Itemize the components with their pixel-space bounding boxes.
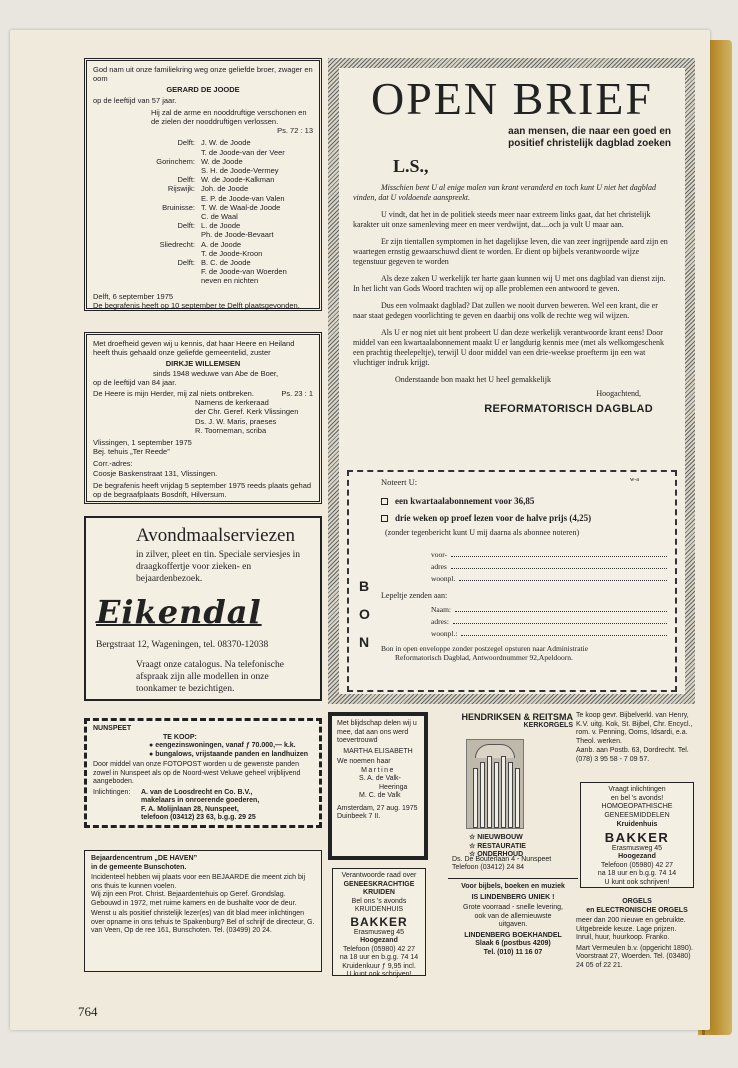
- field-woonpl-label: woonpl.: [431, 574, 456, 583]
- nunspeet-info: [93, 789, 313, 823]
- family-place: [93, 276, 201, 285]
- k1-a6: U kunt ook schrijven!: [346, 971, 412, 978]
- family-row: [93, 230, 313, 239]
- bon-lepel: Lepeltje zenden aan:: [381, 591, 448, 600]
- nunspeet-text: Door middel van onze FOTOPOST worden u de gewenste panden zowel in Nunspeet als op de Noord-west Veluwe geheel vrijblijvend aangeboden.: [93, 761, 301, 785]
- obit-date: Delft, 6 september 1975: [93, 291, 174, 301]
- nunspeet-heading: NUNSPEET: [93, 725, 132, 732]
- family-place: Sliedrecht:: [159, 239, 195, 249]
- family-place: Delft:: [177, 175, 195, 185]
- family-place: [93, 194, 201, 203]
- family-names: C. de Waal: [201, 212, 238, 222]
- bon-letter: N: [359, 634, 370, 650]
- family-names: T. de Joode-Kroon: [201, 248, 263, 258]
- family-row: [93, 157, 313, 166]
- org-text: meer dan 200 nieuwe en gebruikte. Uitgebreide keuze. Lage prijzen.: [576, 917, 686, 933]
- obit2-corr2: Coosje Baskenstraat 131, Vlissingen.: [93, 468, 218, 478]
- field-voor[interactable]: [431, 549, 667, 561]
- bon-opt2: drie weken op proef lezen voor de halve prijs (4,25): [395, 513, 592, 523]
- family-place: Delft:: [177, 258, 195, 268]
- org-text3: Mart Vermeulen b.v. (opgericht 1890). Voorstraat 27, Woerden. Tel. (03480) 24 05 of 22 21.: [576, 944, 693, 969]
- bon-note: Noteert U:: [381, 477, 418, 487]
- obit-ref: Ps. 72 : 13: [277, 126, 313, 136]
- family-names: L. de Joode: [201, 221, 241, 231]
- obit-family-list: [93, 138, 313, 285]
- k1-a2: Hoogezand: [360, 937, 398, 944]
- star-icon: ☆: [469, 834, 478, 841]
- family-row: [93, 184, 313, 193]
- lb-l6: LINDENBERG BOEKHANDEL: [464, 931, 562, 939]
- obit-name: GERARD DE JOODE: [166, 85, 240, 95]
- family-row: [93, 138, 313, 147]
- family-place: [93, 212, 201, 221]
- bon-note-row: [381, 477, 667, 487]
- brief-sign: REFORMATORISCH DAGBLAD: [484, 403, 653, 415]
- council-line: der Chr. Geref. Kerk Vlissingen: [195, 407, 299, 417]
- obit-burial: De begrafenis heeft op 10 september te Delft plaatsgevonden.: [93, 300, 300, 310]
- family-names: S. H. de Joode-Vermey: [201, 166, 279, 176]
- avond-title: Avondmaalserviezen: [136, 525, 295, 546]
- family-names: T. W. de Waal-de Joode: [201, 202, 281, 212]
- haven-sub: in de gemeente Bunschoten.: [91, 863, 187, 871]
- k2-name: BAKKER: [604, 829, 670, 845]
- org-text2: Inruil, huur, huurkoop. Franko.: [576, 934, 670, 941]
- family-names: A. de Joode: [201, 239, 242, 249]
- bon-letter: B: [359, 578, 370, 594]
- family-place: [93, 267, 201, 276]
- family-names: Ph. de Joode-Bevaart: [201, 230, 274, 240]
- obituary-dirkje: [84, 332, 322, 504]
- newspaper-page: [10, 30, 710, 1030]
- k1-a5: Kruidenkuur ƒ 9,95 incl.: [342, 962, 416, 970]
- council-line: R. Toorneman, scriba: [195, 425, 267, 435]
- avond-address: Bergstraat 12, Wageningen, tel. 08370-12038: [96, 640, 269, 650]
- k2-l4: GENEESMIDDELEN: [604, 811, 670, 819]
- family-row: [93, 240, 313, 249]
- lb-l8: Tel. (010) 11 16 07: [483, 948, 543, 956]
- org-t1: ORGELS: [622, 898, 652, 905]
- field-woonpl2-label: woonpl.:: [431, 629, 458, 638]
- family-row: [93, 267, 313, 276]
- family-names: J. W. de Joode: [201, 138, 251, 148]
- family-names: Joh. de Joode: [201, 184, 249, 194]
- field-woonpl[interactable]: [431, 573, 667, 585]
- k1-l5: KRUIDENHUIS: [354, 906, 404, 913]
- field-adres[interactable]: [431, 561, 667, 573]
- k2-l2: en bel 's avonds!: [610, 794, 664, 802]
- obit-intro: God nam uit onze familiekring weg onze geliefde broer, zwager en oom: [93, 65, 313, 84]
- field-adres2[interactable]: [431, 616, 667, 628]
- obituary-gerard: [84, 58, 322, 311]
- obit2-council: [195, 398, 313, 435]
- hr-item: [469, 834, 526, 843]
- hr-item: [469, 843, 526, 852]
- k1-l3: KRUIDEN: [363, 889, 395, 896]
- bon-coupon: [347, 470, 677, 692]
- obit2-corr1: Corr.-adres:: [93, 459, 133, 469]
- family-names: W. de Joode: [201, 156, 243, 166]
- k1-l2: GENEESKRACHTIGE: [343, 880, 415, 888]
- brief-body: [353, 183, 671, 399]
- k1-l4: Bel ons 's avonds: [351, 897, 407, 905]
- organ-image: [466, 739, 524, 829]
- brief-p7: Onderstaande bon maakt het U heel gemakkelijk: [395, 375, 551, 384]
- obit2-line1: sinds 1948 weduwe van Abe de Boer,: [153, 368, 279, 378]
- family-row: [93, 194, 313, 203]
- tk-addr: Aanb. aan Postb. 63, Dordrecht. Tel. (078) 3 95 58 - 7 09 57.: [576, 747, 689, 763]
- organ-arch: [475, 744, 515, 758]
- k1-a3: Telefoon (05980) 42 27: [343, 945, 415, 953]
- family-row: [93, 166, 313, 175]
- hendriksen-ad: [433, 712, 573, 862]
- brief-p2: U vindt, dat het in de politiek steeds meer naar extreem links gaat, dat het christelijk karakter uit onze samenleving meer en meer verdwijnt, dat....och ja vult U maar aan.: [353, 210, 651, 229]
- martha-we: We noemen haar: [337, 758, 391, 765]
- family-place: [93, 148, 201, 157]
- family-names: F. de Joode-van Woerden: [201, 267, 287, 277]
- k1-l1: Verantwoorde raad over: [341, 872, 417, 879]
- bon-foot2: Reformatorisch Dagblad, Antwoordnummer 92,Apeldoorn.: [395, 653, 573, 662]
- haven-p1: Incidenteel hebben wij plaats voor een BEJAARDE die meent zich bij ons thuis te kunnen voelen.: [91, 874, 306, 890]
- star-icon: ☆: [469, 851, 478, 858]
- family-place: Bruinisse:: [162, 202, 195, 212]
- obit2-intro: Met droefheid geven wij u kennis, dat haar Heere en Heiland heeft thuis gehaald onze geliefde gemeentelid, zuster: [93, 339, 295, 358]
- tk-text: Te koop gevr. Bijbelverkl. van Henry, K.V. uitg. Kok, St. Bijbel, Chr. Encycl., rom. v. Penning, Ooms, Idsardi, e.a. Theol. werken.: [576, 712, 693, 745]
- lb-l3: Grote voorraad - snelle levering,: [463, 904, 563, 911]
- bon-code: w-a: [630, 477, 639, 483]
- family-place: [93, 230, 201, 239]
- hr-item-label: ONDERHOUD: [477, 851, 524, 858]
- brief-title: OPEN BRIEF: [371, 73, 653, 124]
- k2-a5: U kunt ook schrijven!: [604, 878, 670, 886]
- obit2-name: DIRKJE WILLEMSEN: [165, 359, 241, 369]
- k1-name: BAKKER: [350, 914, 408, 929]
- family-place: [93, 166, 201, 175]
- field-woonpl2[interactable]: [431, 628, 667, 640]
- bon-form1: [431, 549, 667, 585]
- obit-verse: Hij zal de arme en nooddruftige verschonen en de zielen der nooddruftigen verlossen.: [151, 107, 307, 127]
- org-t2: en ELECTRONISCHE ORGELS: [586, 906, 688, 914]
- k2-a1: Erasmusweg 45: [611, 844, 663, 852]
- field-adres-label: adres: [431, 562, 447, 571]
- obit2-date: Vlissingen, 1 september 1975: [93, 438, 192, 448]
- hr-item-label: NIEUWBOUW: [477, 834, 523, 841]
- lindenberg-ad: [448, 878, 578, 957]
- hr-item-label: RESTAURATIE: [477, 842, 526, 850]
- family-names: T. de Joode-van der Veer: [201, 147, 285, 157]
- martha-name: MARTHA ELISABETH: [343, 747, 413, 755]
- star-icon: ☆: [469, 842, 478, 850]
- field-naam2[interactable]: [431, 604, 667, 616]
- lb-l5: uitgaven.: [498, 921, 528, 928]
- bon-foot1: Bon in open enveloppe zonder postzegel opsturen naar Administratie: [381, 644, 589, 653]
- orgels-ad: [576, 898, 698, 970]
- family-place: Gorinchem:: [156, 156, 195, 166]
- open-brief: [339, 68, 685, 694]
- k2-a3: Telefoon (05980) 42 27: [601, 861, 673, 869]
- family-names: neven en nichten: [201, 276, 259, 286]
- obit2-verse: De Heere is mijn Herder, mij zal niets ontbreken.: [93, 389, 254, 399]
- lb-l7: Slaak 6 (postbus 4209): [475, 940, 551, 947]
- bon-letter: O: [359, 606, 370, 622]
- checkbox-quarter[interactable]: [381, 498, 388, 505]
- k2-l3: HOMOEOPATHISCHE: [601, 803, 673, 810]
- kruiden-ad-1: [332, 868, 426, 976]
- avondmaal-ad: [84, 516, 322, 701]
- family-row: [93, 203, 313, 212]
- nunspeet-info-line: telefoon (03412) 23 63, b.g.g. 29 25: [141, 814, 256, 821]
- family-place: Delft:: [177, 138, 195, 148]
- council-line: Namens de kerkeraad: [195, 398, 269, 408]
- martha-addr: Duinbeek 7 II.: [337, 813, 381, 820]
- kruiden-ad-2: [580, 782, 694, 888]
- brief-p1: Misschien bent U al enige malen van krant veranderd en toch kunt U niet het dagblad vinden, dat U voldoende aanspreekt.: [353, 183, 656, 202]
- nunspeet-sale: TE KOOP:: [163, 733, 197, 741]
- bon-option2[interactable]: [381, 513, 667, 523]
- lb-l1: Voor bijbels, boeken en muziek: [461, 883, 565, 890]
- haven-p3: Wenst u als positief christelijk lezer(es) van dit blad meer inlichtingen over opname in ons tehuis te Spakenburg? Bel of schrijf de directeur, G. van Veen, Op de ree 161, Bunschoten. Tel. (03499) 20 24.: [91, 910, 315, 934]
- lb-l4: ook van de allernieuwste: [474, 912, 552, 920]
- obit2-verse-row: [93, 389, 313, 398]
- birth-announcement: [328, 712, 428, 860]
- bon-opt1: een kwartaalabonnement voor 36,85: [395, 496, 535, 506]
- nunspeet-info-list: [141, 789, 313, 823]
- family-names: E. P. de Joode-van Valen: [201, 193, 285, 203]
- eikendal-logo: Eikendal: [96, 593, 262, 631]
- nunspeet-b1: eengezinswoningen, vanaf ƒ 70.000,— k.k.: [155, 742, 296, 749]
- nunspeet-info-line: F. A. Molijnlaan 28, Nunspeet,: [141, 805, 239, 813]
- nunspeet-bullet2: ● bungalows, vrijstaande panden en landhuizen: [149, 750, 309, 758]
- field-naam2-label: Naam:: [431, 605, 451, 614]
- field-voor-label: voor-: [431, 550, 448, 559]
- k2-a2: Hoogezand: [618, 853, 656, 860]
- bon-cond: (zonder tegenbericht kunt U mij daarna als abonnee noteren): [385, 528, 580, 537]
- nunspeet-bullet1: ● eengezinswoningen, vanaf ƒ 70.000,— k.k.: [149, 742, 296, 749]
- avond-text: in zilver, pleet en tin. Speciale serviesjes in draagkoffertje voor zieken- en bejaardenbezoek.: [136, 550, 300, 584]
- family-row: [93, 175, 313, 184]
- haven-title: Bejaardencentrum „DE HAVEN”: [91, 855, 198, 862]
- family-row: [93, 148, 313, 157]
- brief-p4: Als deze zaken U werkelijk ter harte gaan kunnen wij U met ons dagblad van dienst zijn. In het licht van Gods Woord trachten wij op alle problemen een antwoord te geven.: [353, 274, 666, 293]
- martha-call: Martine: [361, 766, 395, 774]
- family-row: [93, 276, 313, 285]
- bon-option1[interactable]: [381, 496, 667, 506]
- brief-sub2: positief christelijk dagblad zoeken: [508, 138, 671, 149]
- nunspeet-info-line: A. van de Loosdrecht en Co. B.V.,: [141, 788, 253, 796]
- field-adres2-label: adres:: [431, 617, 449, 626]
- council-line: Ds. J. W. Maris, praeses: [195, 416, 277, 426]
- family-names: B. C. de Joode: [201, 258, 251, 268]
- brief-closing: Hoogachtend,: [596, 389, 641, 398]
- family-row: [93, 249, 313, 258]
- martha-intro: Met blijdschap delen wij u mee, dat aan ons werd toevertrouwd: [337, 720, 417, 744]
- hr-tel: Telefoon (03412) 24 84: [452, 864, 524, 871]
- brief-p6: Als U er nog niet uit bent probeert U dan deze werkelijk verantwoorde krant eens! Door middel van een kwartaalabonnement maakt U er langdurig kennis mee (met als welkomgeschenk een prachtig theelepeltje), terwijl U door middel van een drie-weekse proefterm ijn een wat vluchtiger indruk krijgt.: [353, 328, 665, 367]
- obit2-burial: De begrafenis heeft vrijdag 5 september 1975 reeds plaats gehad op de begraafplaats Bosdrift, Hilversum.: [93, 480, 312, 500]
- nunspeet-b2: bungalows, vrijstaande panden en landhuizen: [155, 750, 309, 758]
- haven-p2: Wij zijn een Prot. Christ. Bejaardentehuis op Geref. Grondslag. Gebouwd in 1972, met ruime kamers en de bushalte voor de deur.: [91, 891, 297, 907]
- k2-l5: Kruidenhuis: [616, 821, 658, 828]
- family-row: [93, 212, 313, 221]
- obit-age: op de leeftijd van 57 jaar.: [93, 95, 177, 105]
- k2-l1: Vraagt inlichtingen: [608, 786, 666, 793]
- martha-p2: Heeringa: [379, 783, 408, 791]
- checkbox-trial[interactable]: [381, 515, 388, 522]
- brief-salutation: L.S.,: [393, 156, 429, 176]
- brief-p3: Er zijn tientallen symptomen in het dagelijkse leven, die van zeer ingrijpende aard zijn en waartegen ernstig gewaarschuwd dient te worden. Er dient op bijbels verantwoorde wijze tegenstuur gegeven te worden: [353, 237, 668, 266]
- bon-letters: [359, 576, 370, 660]
- martha-date: Amsterdam, 27 aug. 1975: [337, 804, 418, 812]
- hr-addr: Ds. De Bouterlaan 4 - Nunspeet: [452, 856, 552, 863]
- nunspeet-ad: [84, 718, 322, 828]
- martha-p1: S. A. de Valk-: [359, 775, 401, 782]
- bon-form2: [431, 604, 667, 640]
- page-number: 764: [78, 1004, 98, 1019]
- brief-p5: Dus een volmaakt dagblad? Dat zullen we nooit durven beweren. Wel een krant, die er naar staat gedegen voorlichting te geven en daarbij ons volk de rechte weg wil wijzen.: [353, 301, 658, 320]
- hr-sub: KERKORGELS: [523, 722, 573, 729]
- family-row: [93, 221, 313, 230]
- k1-a1: Erasmusweg 45: [353, 928, 405, 936]
- k2-a4: na 18 uur en b.g.g. 74 14: [597, 870, 677, 877]
- family-place: Rijswijk:: [167, 184, 195, 194]
- brief-sub1: aan mensen, die naar een goed en: [508, 126, 671, 137]
- obit2-ref: Ps. 23 : 1: [281, 389, 313, 399]
- avond-text2: Vraagt onze catalogus. Na telefonische afspraak zijn alle modellen in onze toonkamer te bezichtigen.: [136, 660, 284, 694]
- obit2-home: Bej. tehuis „Ter Reede”: [93, 447, 170, 457]
- family-row: [93, 258, 313, 267]
- tekoop-ad: [576, 712, 696, 764]
- family-names: W. de Joode-Kalkman: [201, 175, 275, 185]
- obit2-line2: op de leeftijd van 84 jaar.: [93, 377, 177, 387]
- family-place: [93, 249, 201, 258]
- nunspeet-info-label: Inlichtingen:: [93, 788, 131, 796]
- family-place: Delft:: [177, 221, 195, 231]
- lb-l2: IS LINDENBERG UNIEK !: [471, 893, 555, 901]
- hr-name: HENDRIKSEN & REITSMA: [461, 712, 573, 722]
- martha-p3: M. C. de Valk: [359, 792, 401, 799]
- de-haven-ad: [84, 850, 322, 972]
- k1-a4: na 18 uur en b.g.g. 74 14: [339, 954, 419, 961]
- nunspeet-info-line: makelaars in onroerende goederen,: [141, 797, 260, 804]
